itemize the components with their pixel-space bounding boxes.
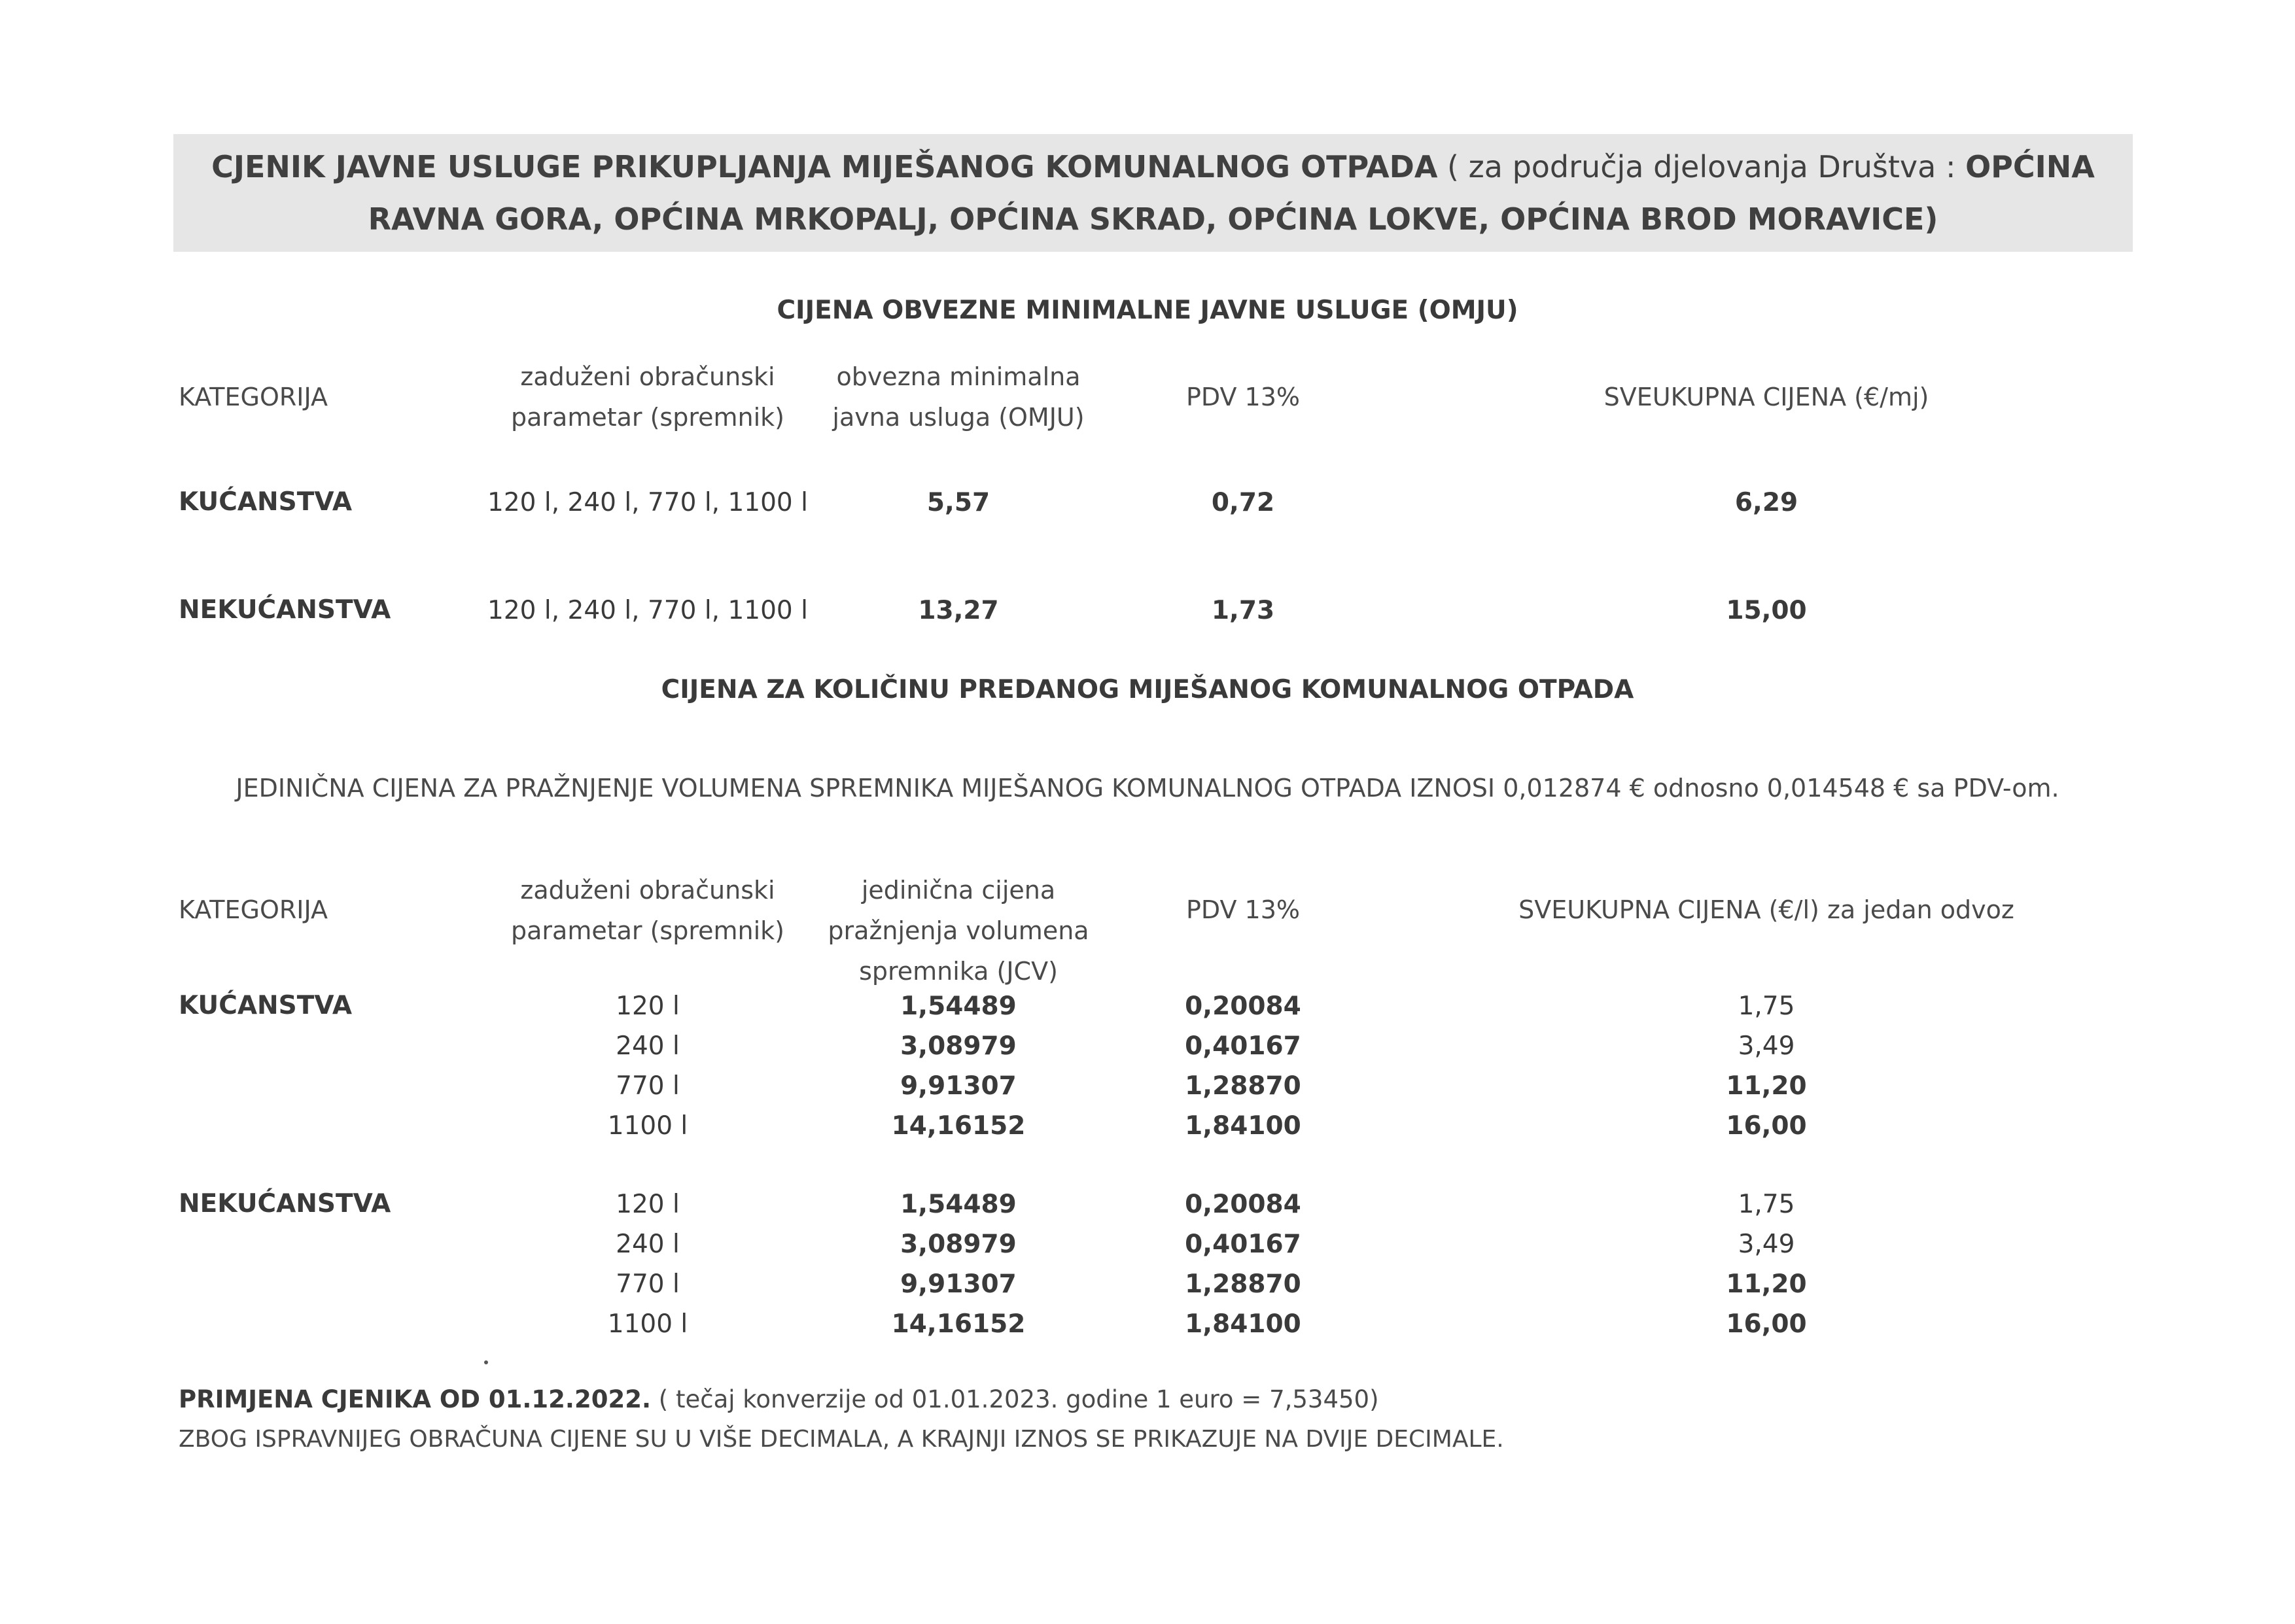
row-jcv: 14,16152 [891,1111,1026,1141]
document-title-line2: RAVNA GORA, OPĆINA MRKOPALJ, OPĆINA SKRAD, OPĆINA LOKVE, OPĆINA BROD MORAVICE) [368,201,1938,237]
row-jcv: 1,54489 [900,992,1017,1021]
row-total: 6,29 [1734,488,1798,517]
row-total: 1,75 [1738,1190,1795,1219]
qty-header-param: zaduženi obračunski parametar (spremnik) [511,876,784,945]
row-param: 120 l, 240 l, 770 l, 1100 l [487,488,808,517]
row-jcv: 9,91307 [900,1270,1017,1299]
row-omju: 5,57 [926,488,990,517]
row-vat: 1,73 [1211,596,1275,625]
row-volume: 120 l [616,1190,680,1219]
row-jcv: 1,54489 [900,1190,1017,1219]
row-volume: 120 l [616,992,680,1021]
omju-header-vat: PDV 13% [1185,383,1301,411]
omju-heading: CIJENA OBVEZNE MINIMALNE JAVNE USLUGE (OMJU) [777,296,1518,325]
row-vat: 0,72 [1211,488,1275,517]
row-total: 11,20 [1726,1270,1807,1299]
row-vat: 1,28870 [1185,1270,1301,1299]
omju-header-param: zaduženi obračunski parametar (spremnik) [511,362,784,432]
omju-header-category: KATEGORIJA [179,383,328,411]
row-volume: 770 l [616,1270,680,1299]
omju-header-omju: obvezna minimalna javna usluga (OMJU) [832,362,1085,432]
row-volume: 1100 l [607,1309,688,1339]
row-omju: 13,27 [918,596,999,625]
group-category: NEKUĆANSTVA [179,1189,391,1218]
quantity-heading: CIJENA ZA KOLIČINU PREDANOG MIJEŠANOG KOMUNALNOG OTPADA [661,675,1634,704]
qty-header-vat: PDV 13% [1185,895,1301,924]
row-jcv: 14,16152 [891,1309,1026,1339]
footer-note-1: PRIMJENA CJENIKA OD 01.12.2022. ( tečaj konverzije od 01.01.2023. godine 1 euro = 7,53450) [179,1385,1379,1413]
row-total: 1,75 [1738,992,1795,1021]
row-total: 3,49 [1738,1031,1795,1061]
row-jcv: 3,08979 [900,1031,1017,1061]
row-jcv: 9,91307 [900,1071,1017,1101]
row-vat: 1,28870 [1185,1071,1301,1101]
row-volume: 240 l [616,1031,680,1061]
row-category: NEKUĆANSTVA [179,595,391,625]
row-jcv: 3,08979 [900,1230,1017,1259]
row-total: 15,00 [1726,596,1807,625]
row-vat: 0,40167 [1185,1230,1301,1259]
row-vat: 0,20084 [1185,1190,1301,1219]
row-vat: 0,20084 [1185,992,1301,1021]
row-total: 11,20 [1726,1071,1807,1101]
group-category: KUĆANSTVA [179,991,353,1020]
row-category: KUĆANSTVA [179,487,353,517]
row-vat: 1,84100 [1185,1309,1301,1339]
row-total: 3,49 [1738,1230,1795,1259]
row-total: 16,00 [1726,1111,1807,1141]
row-param: 120 l, 240 l, 770 l, 1100 l [487,596,808,625]
row-volume: 240 l [616,1230,680,1259]
row-vat: 1,84100 [1185,1111,1301,1141]
scan-speck [484,1360,488,1364]
row-total: 16,00 [1726,1309,1807,1339]
unit-price-text: JEDINIČNA CIJENA ZA PRAŽNJENJE VOLUMENA SPREMNIKA MIJEŠANOG KOMUNALNOG OTPADA IZNOSI 0,012874 € odnosno 0,014548 € sa PDV-om. [236,774,2059,803]
omju-header-total: SVEUKUPNA CIJENA (€/mj) [1603,383,1929,411]
row-vat: 0,40167 [1185,1031,1301,1061]
footer-note-2: ZBOG ISPRAVNIJEG OBRAČUNA CIJENE SU U VIŠE DECIMALA, A KRAJNJI IZNOS SE PRIKAZUJE NA DVIJE DECIMALE. [179,1426,1504,1453]
qty-header-category: KATEGORIJA [179,895,328,924]
qty-header-jcv: jedinična cijena pražnjenja volumena spremnika (JCV) [828,876,1089,986]
row-volume: 770 l [616,1071,680,1101]
row-volume: 1100 l [607,1111,688,1141]
document-title-line1: CJENIK JAVNE USLUGE PRIKUPLJANJA MIJEŠANOG KOMUNALNOG OTPADA ( za područja djelovanja Društva : OPĆINA [211,149,2095,184]
qty-header-total: SVEUKUPNA CIJENA (€/l) za jedan odvoz [1518,895,2014,924]
